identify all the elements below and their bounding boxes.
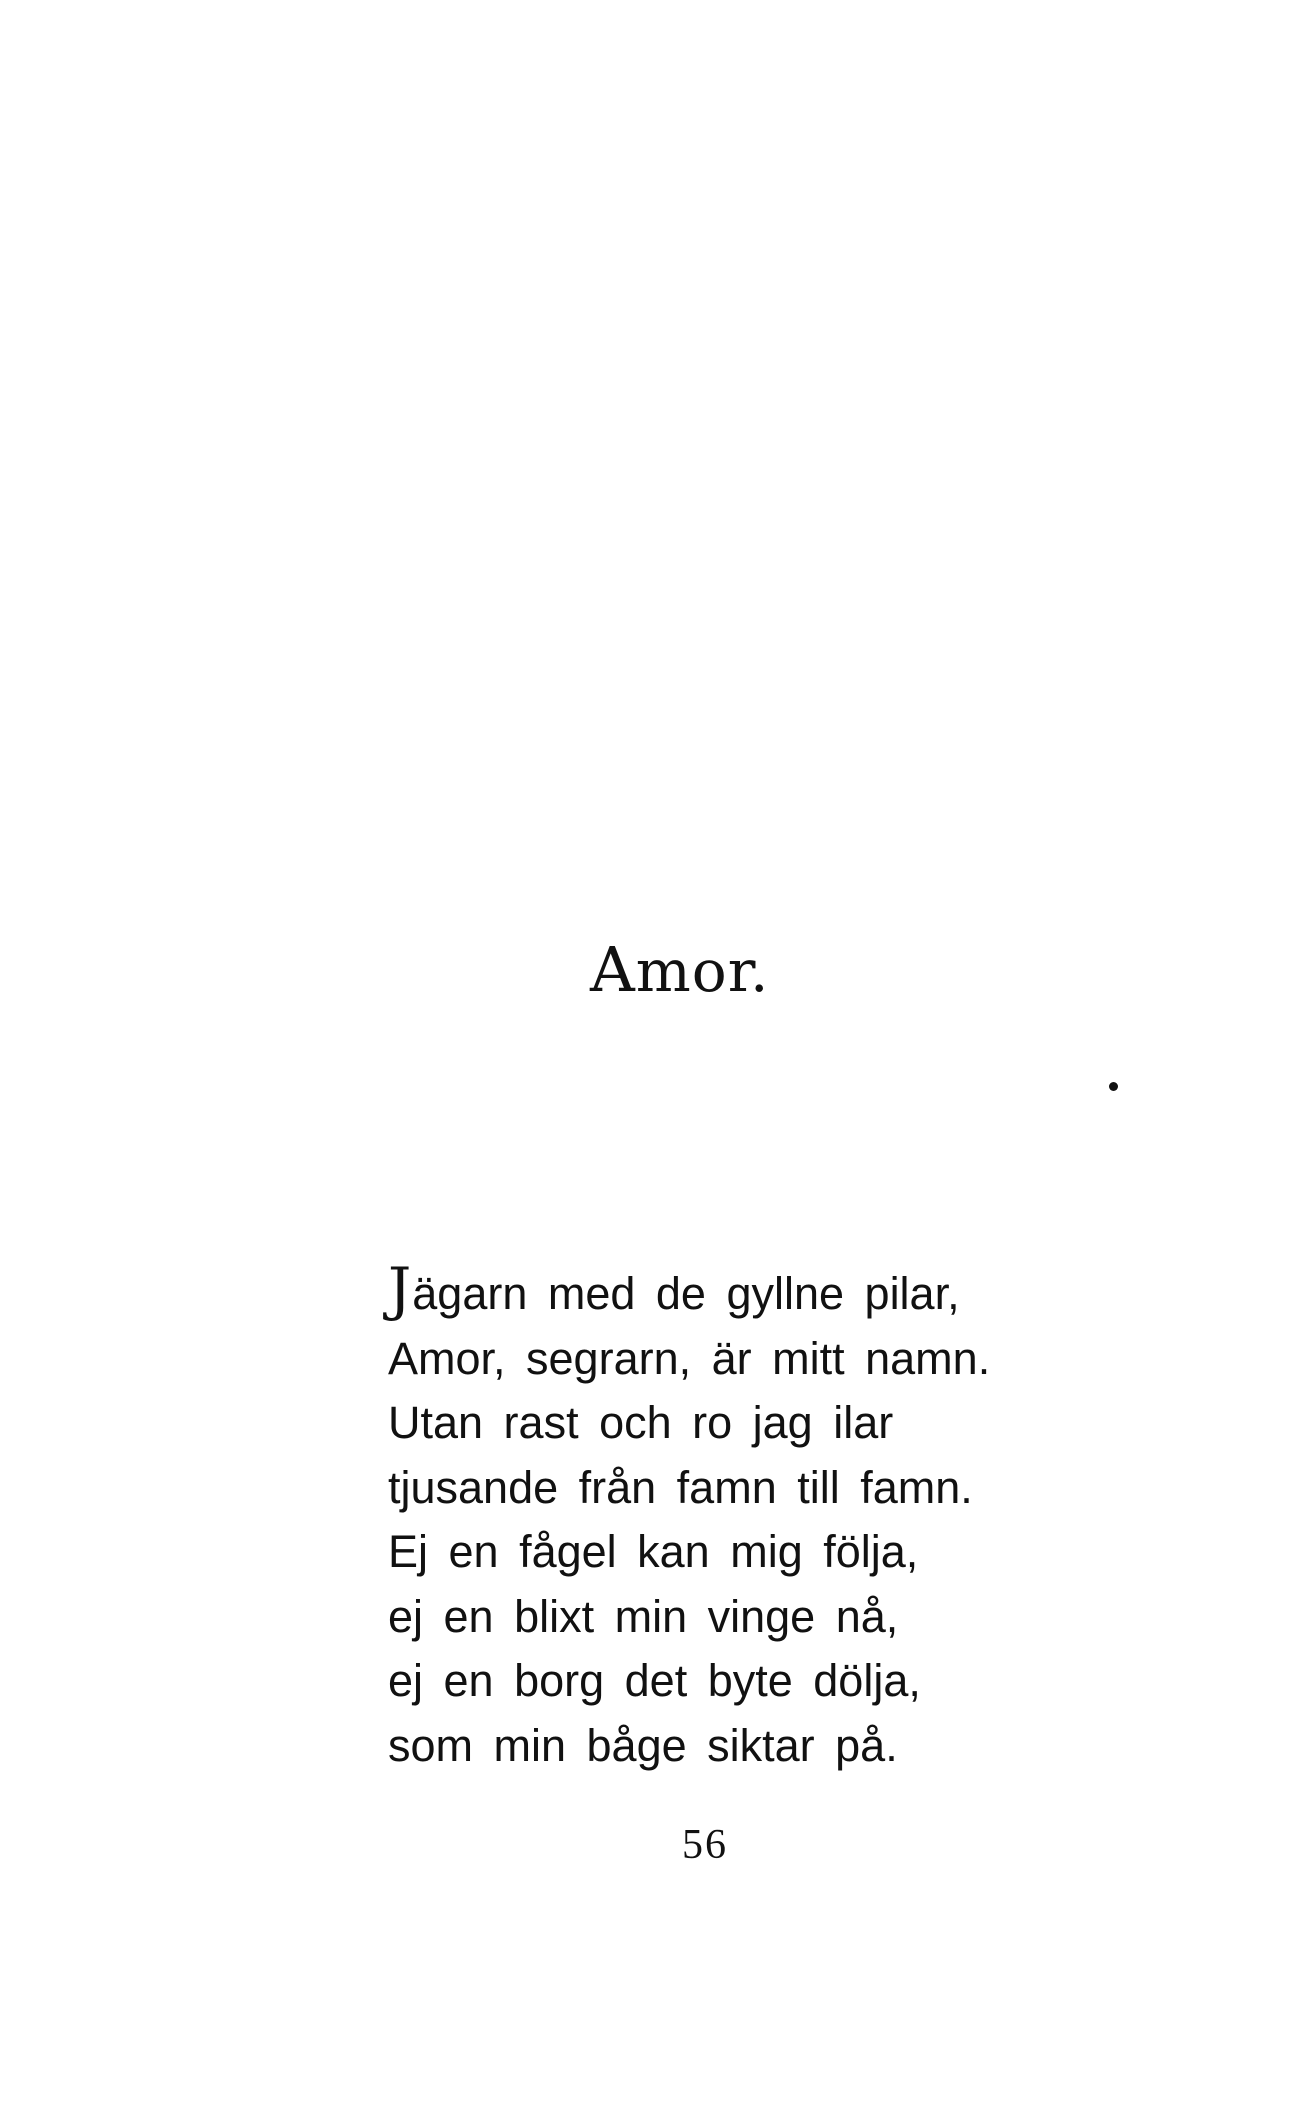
poem-line-8: som min båge siktar på. — [388, 1719, 898, 1771]
poem-title — [590, 935, 770, 1006]
title-initial: A — [590, 933, 636, 1006]
poem-line-3: Utan rast och ro jag ilar — [388, 1397, 894, 1448]
poem-line-4: tjusande från famn till famn. — [388, 1461, 973, 1513]
title-rest: mor. — [635, 937, 770, 1005]
poem-line-5: Ej en fågel kan mig följa, — [388, 1526, 919, 1577]
poem-line-1 — [388, 1255, 1108, 1327]
stray-ink-dot — [1109, 1082, 1118, 1091]
poem-initial: J — [388, 1255, 412, 1323]
poem-line-7: ej en borg det byte dölja, — [388, 1655, 921, 1706]
poem-line-6: ej en blixt min vinge nå, — [388, 1590, 899, 1642]
poem-line-1-text: ägarn med de gyllne pilar, — [412, 1268, 960, 1319]
poem-stanza — [388, 1255, 1108, 1778]
page-number: 56 — [682, 1822, 728, 1868]
poem-line-2: Amor, segrarn, är mitt namn. — [388, 1332, 991, 1384]
